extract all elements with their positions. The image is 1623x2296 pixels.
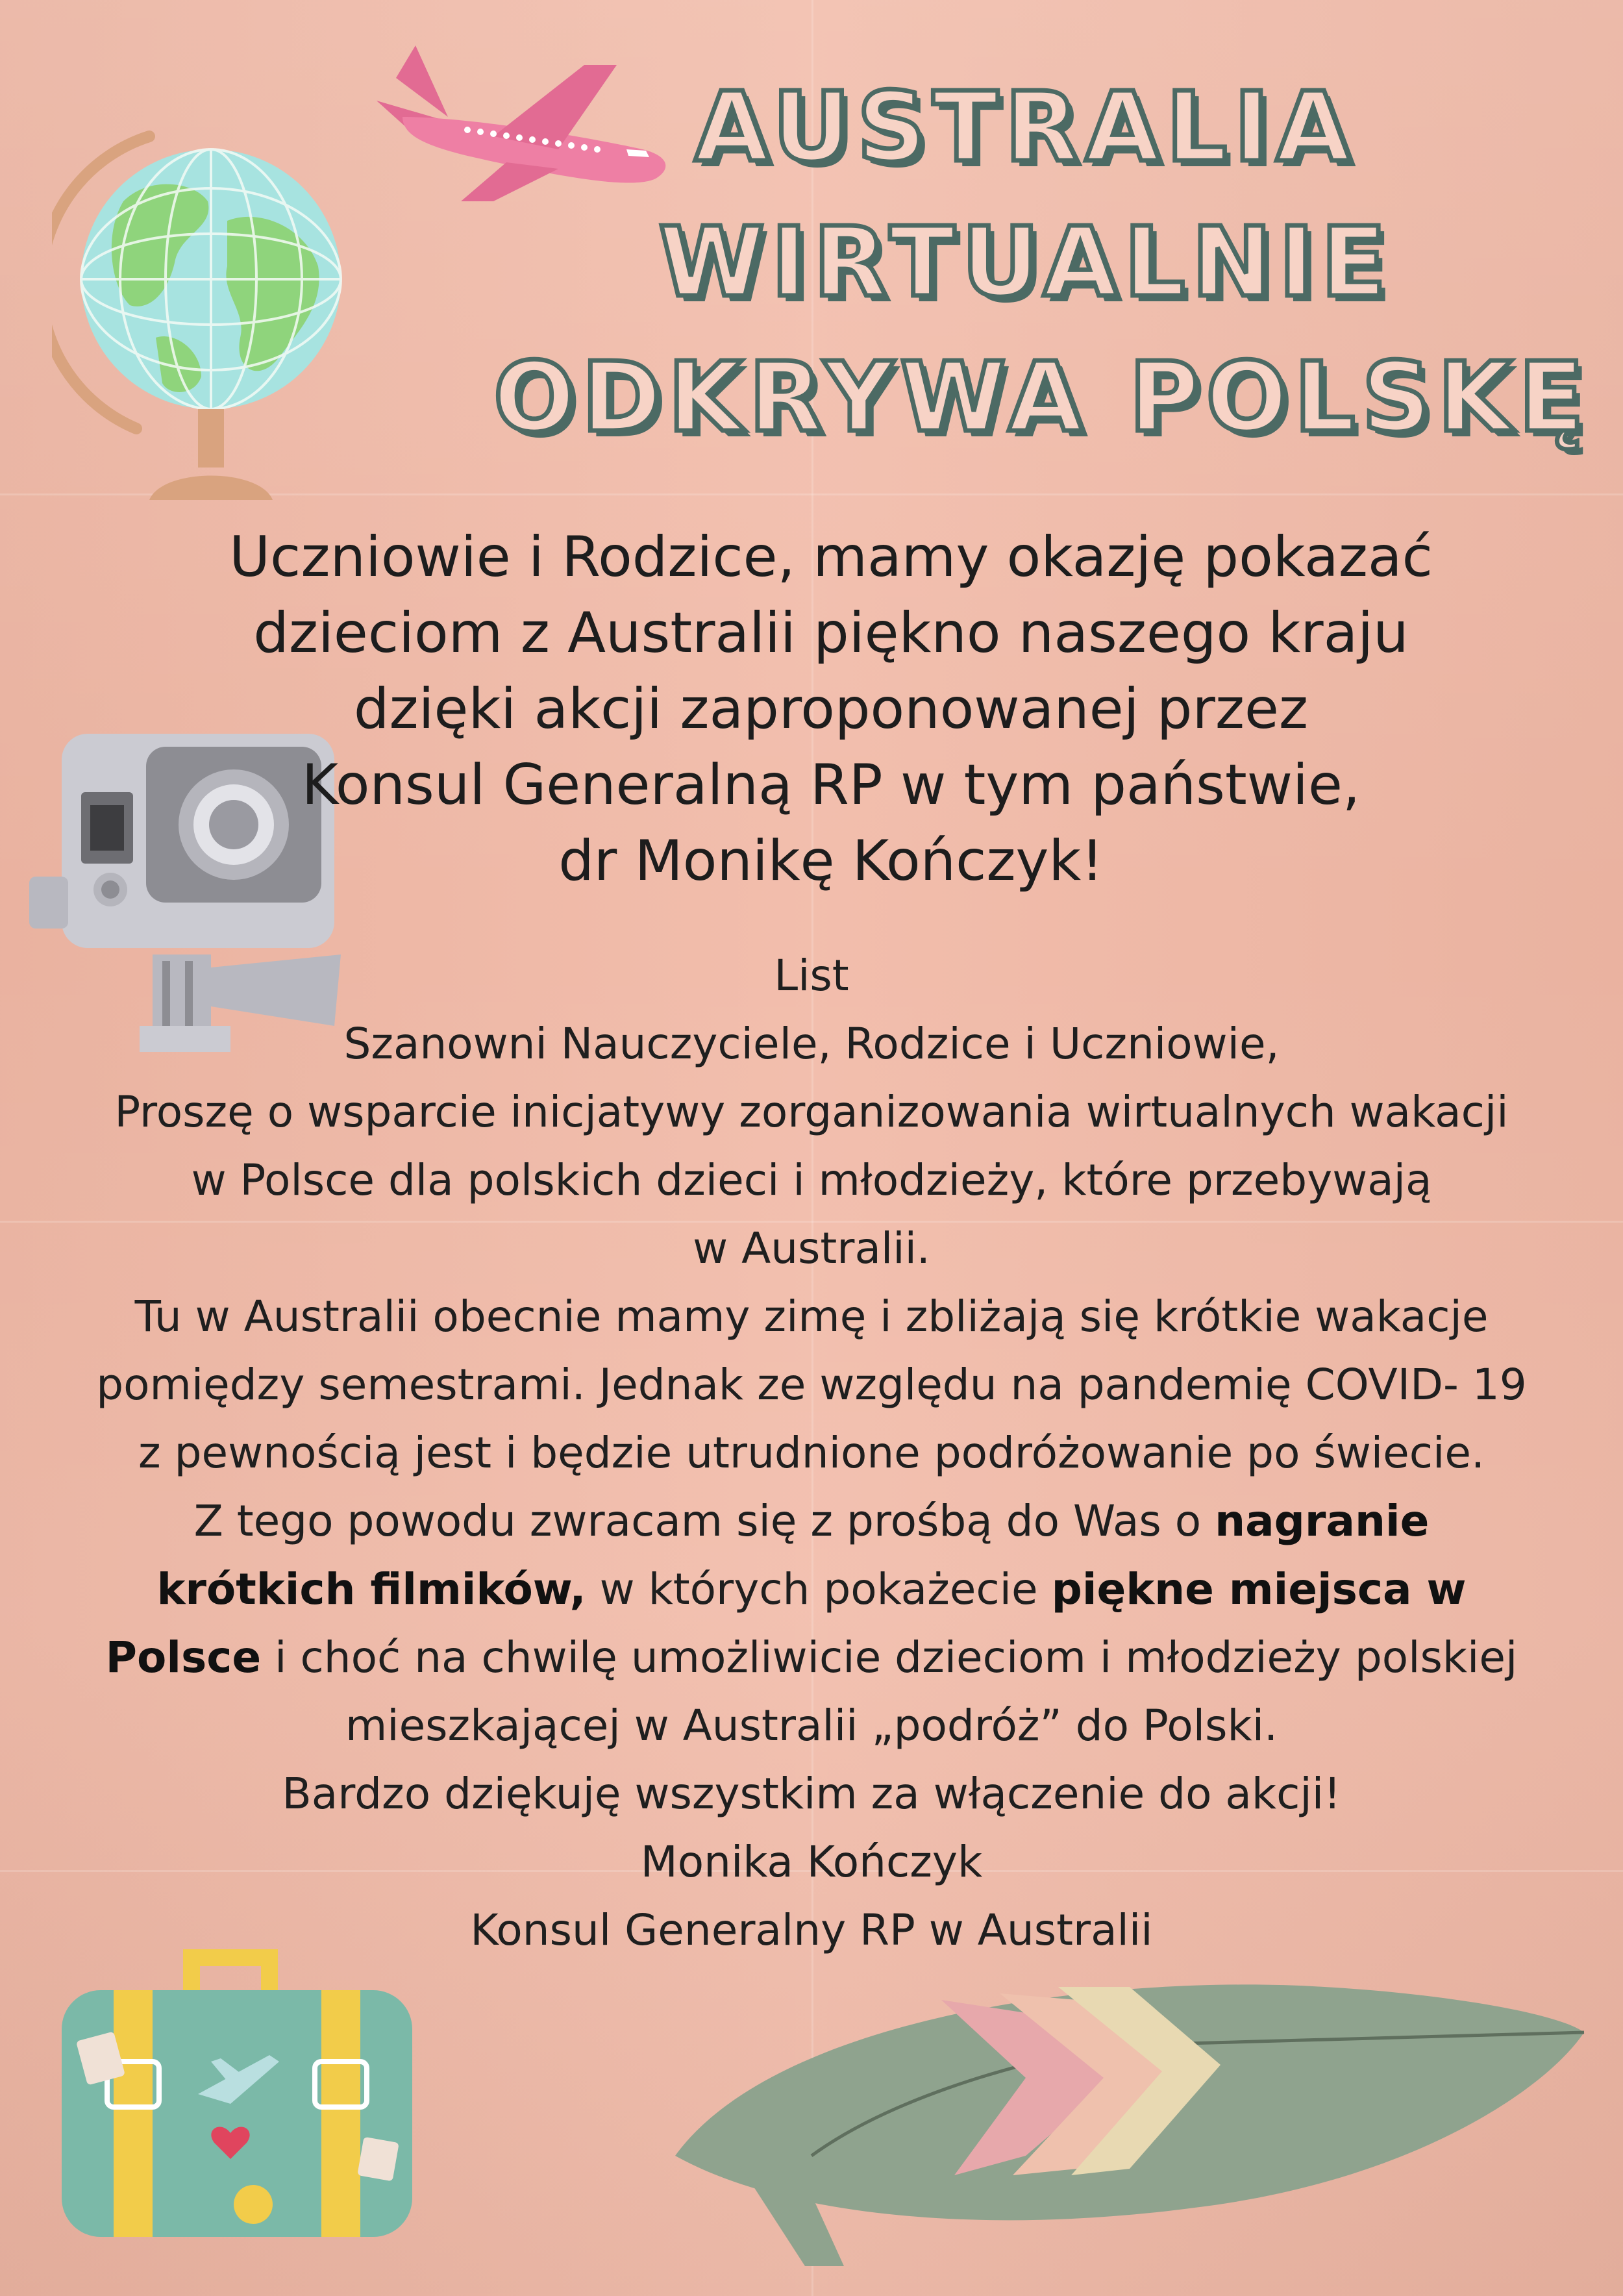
letter-line (52, 1555, 1571, 1623)
letter-thanks: Bardzo dziękuję wszystkim za włączenie do akcji! (282, 1769, 1341, 1819)
title-line-3: ODKRYWA POLSKĘ (493, 342, 1591, 453)
letter-line: Tu w Australii obecnie mamy zimę i zbliżają się krótkie wakacje (134, 1292, 1489, 1341)
letter-line: Proszę o wsparcie inicjatywy zorganizowania wirtualnych wakacji (114, 1087, 1509, 1137)
signature-name: Monika Kończyk (640, 1837, 983, 1887)
intro-line: dr Monikę Kończyk! (558, 829, 1104, 893)
letter-line: w Australii. (693, 1223, 930, 1273)
suitcase-icon (55, 1945, 419, 2243)
signature-title: Konsul Generalny RP w Australii (470, 1905, 1153, 1955)
letter-emphasis: piękne miejsca w (1051, 1564, 1467, 1614)
letter-body (52, 942, 1571, 1964)
title-line-2: WIRTUALNIE (658, 206, 1393, 318)
letter-line (52, 1487, 1571, 1555)
letter-text: w których pokażecie (586, 1564, 1052, 1614)
letter-emphasis: krótkich filmików, (156, 1564, 586, 1614)
intro-line: dzieciom z Australii piękno naszego kraju (253, 601, 1409, 666)
letter-text: Z tego powodu zwracam się z prośbą do Was o (193, 1496, 1215, 1546)
letter-line: z pewnością jest i będzie utrudnione podróżowanie po świecie. (138, 1428, 1485, 1478)
intro-line: Konsul Generalną RP w tym państwie, (301, 753, 1361, 817)
letter-line: pomiędzy semestrami. Jednak ze względu na pandemię COVID- 19 (96, 1360, 1527, 1410)
intro-line: dzięki akcji zaproponowanej przez (353, 677, 1309, 742)
letter-greeting: Szanowni Nauczyciele, Rodzice i Uczniowie, (343, 1019, 1280, 1069)
letter-emphasis: nagranie (1215, 1496, 1430, 1546)
intro-line: Uczniowie i Rodzice, mamy okazję pokazać (229, 525, 1433, 590)
surfboard-icon (662, 1961, 1591, 2273)
globe-icon (52, 123, 364, 513)
letter-line (52, 1623, 1571, 1691)
letter-line: mieszkającej w Australii „podróż” do Polski. (345, 1701, 1278, 1751)
letter-emphasis: Polsce (105, 1632, 262, 1682)
letter-text: i choć na chwilę umożliwicie dzieciom i młodzieży polskiej (261, 1632, 1518, 1682)
title-line-1: AUSTRALIA (694, 71, 1357, 183)
letter-line: w Polsce dla polskich dzieci i młodzieży, które przebywają (191, 1155, 1432, 1205)
intro-text (117, 519, 1545, 899)
letter-heading: List (774, 951, 849, 1001)
